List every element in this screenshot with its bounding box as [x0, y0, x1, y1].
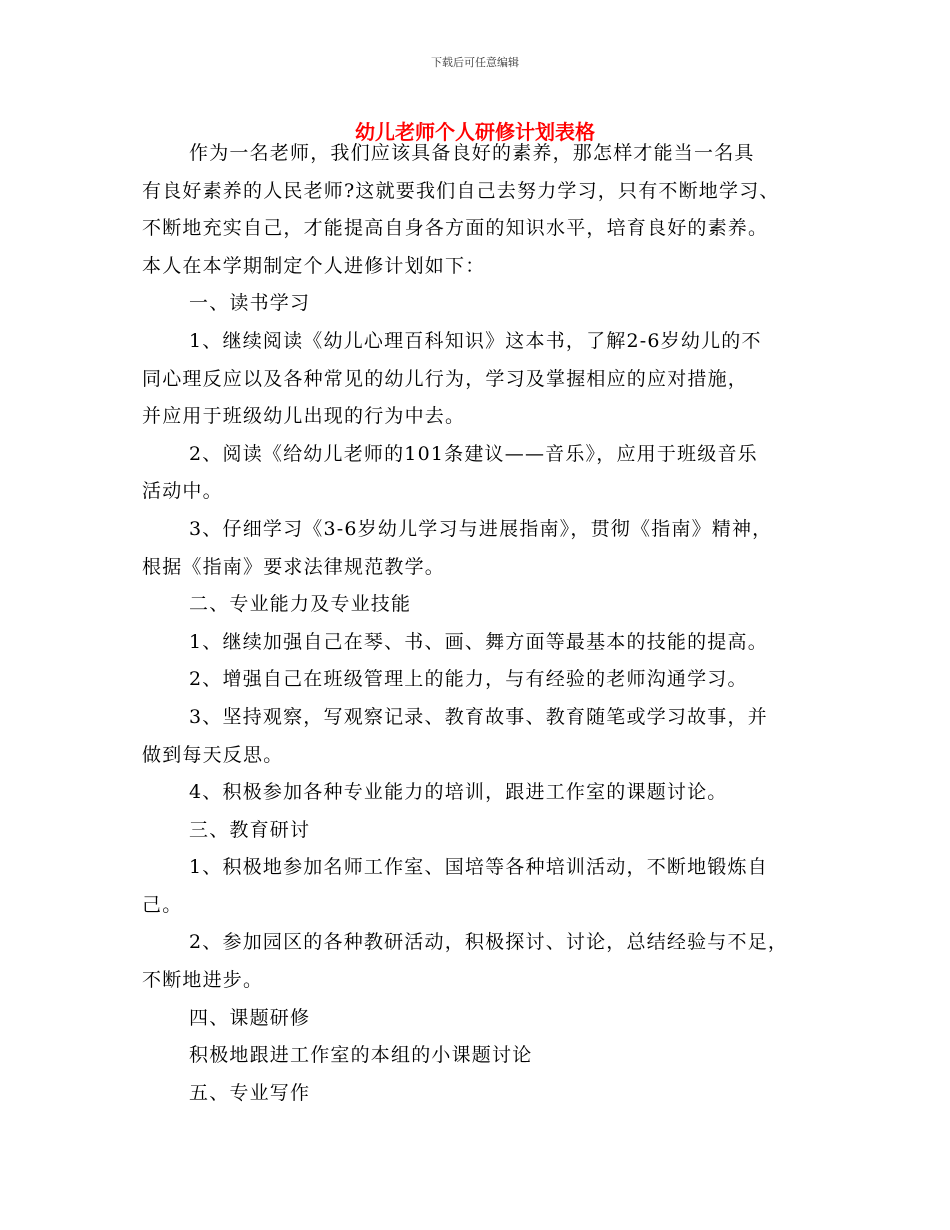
body-line: 1、继续加强自己在琴、书、画、舞方面等最基本的技能的提高。 [189, 630, 768, 653]
body-line: 2、参加园区的各种教研活动，积极探讨、讨论，总结经验与不足， [189, 931, 789, 954]
document-title: 幼儿老师个人研修计划表格 [355, 120, 595, 144]
document-body [142, 135, 822, 1112]
body-line: 2、增强自己在班级管理上的能力，与有经验的老师沟通学习。 [189, 668, 748, 691]
section-heading: 四、课题研修 [189, 1006, 311, 1029]
body-line: 有良好素养的人民老师?这就要我们自己去努力学习，只有不断地学习、 [142, 179, 780, 202]
body-line: 不断地充实自己，才能提高自身各方面的知识水平，培育良好的素养。 [142, 217, 769, 240]
body-line: 3、仔细学习《3-6岁幼儿学习与进展指南》，贯彻《指南》精神， [189, 517, 773, 540]
body-line: 根据《指南》要求法律规范教学。 [142, 555, 446, 578]
body-line: 做到每天反思。 [142, 743, 284, 766]
body-line: 2、阅读《给幼儿老师的101条建议——音乐》，应用于班级音乐 [189, 442, 758, 465]
section-heading: 五、专业写作 [189, 1081, 311, 1104]
header-note: 下载后可任意编辑 [431, 56, 519, 69]
body-line: 并应用于班级幼儿出现的行为中去。 [142, 405, 466, 428]
body-line: 本人在本学期制定个人进修计划如下： [142, 254, 486, 277]
body-line: 作为一名老师，我们应该具备良好的素养，那怎样才能当一名具 [189, 142, 755, 164]
body-line: 同心理反应以及各种常见的幼儿行为，学习及掌握相应的应对措施， [142, 367, 749, 390]
body-line: 4、积极参加各种专业能力的培训，跟进工作室的课题讨论。 [189, 781, 728, 804]
body-line: 活动中。 [142, 480, 223, 503]
body-line: 1、继续阅读《幼儿心理百科知识》这本书，了解2-6岁幼儿的不 [189, 329, 762, 352]
body-line: 己。 [142, 893, 183, 916]
section-heading: 二、专业能力及专业技能 [189, 593, 412, 616]
body-line: 积极地跟进工作室的本组的小课题讨论 [189, 1044, 533, 1067]
body-line: 不断地进步。 [142, 969, 264, 992]
body-line: 3、坚持观察，写观察记录、教育故事、教育随笔或学习故事，并 [189, 705, 768, 728]
section-heading: 三、教育研讨 [189, 818, 311, 841]
section-heading: 一、读书学习 [189, 292, 311, 315]
body-line: 1、积极地参加名师工作室、国培等各种培训活动，不断地锻炼自 [189, 856, 768, 879]
